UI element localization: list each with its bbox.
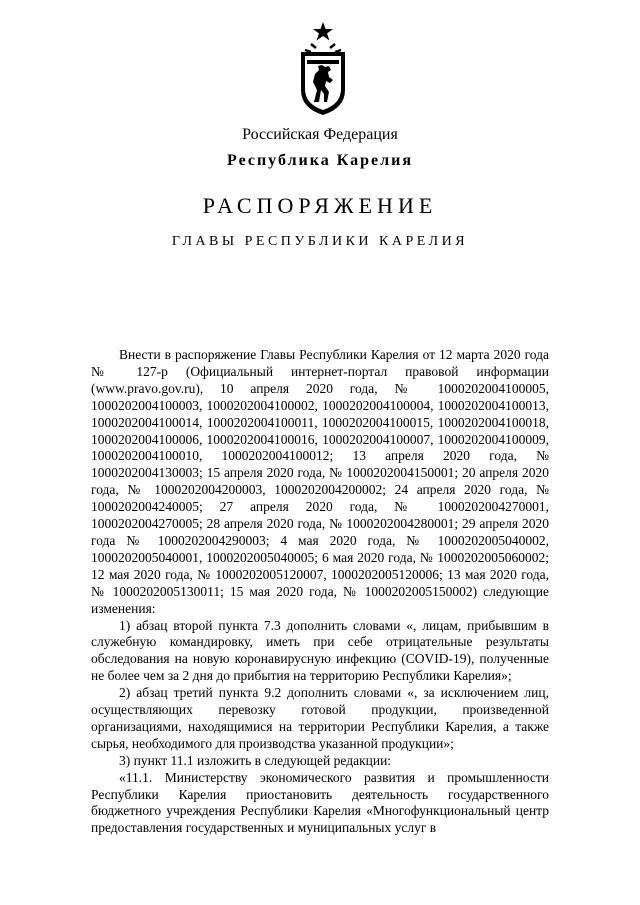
karelia-coat-of-arms-icon bbox=[298, 20, 348, 116]
body-paragraph-item-2: 2) абзац третий пункта 9.2 дополнить словами «, за исключением лиц, осуществляющих перевозку готовой продукции, произведенной организациями, находящимися на территории Республики Карелия, а также сырья, необходимого для производства указанной продукции»; bbox=[91, 685, 549, 751]
body-paragraph-item-3: 3) пункт 11.1 изложить в следующей редакции: bbox=[119, 752, 392, 768]
republic-title: Республика Карелия bbox=[227, 152, 413, 169]
federation-title: Российская Федерация bbox=[242, 126, 398, 143]
body-paragraph-item-1: 1) абзац второй пункта 7.3 дополнить словами «, лицам, прибывшим в служебную командировку, иметь при себе отрицательные результаты обследования на новую коронавирусную инфекцию (COVID-19), полученные не более чем за 2 дня до прибытия на территорию Республики Карелия»; bbox=[91, 617, 549, 684]
coat-of-arms-emblem bbox=[298, 20, 348, 116]
document-issuer-title: ГЛАВЫ РЕСПУБЛИКИ КАРЕЛИЯ bbox=[171, 234, 469, 249]
document-body bbox=[91, 347, 549, 837]
body-paragraph-quote: «11.1. Министерству экономического развития и промышленности Республики Карелия приостановить деятельность государственного бюджетного учреждения Республики Карелия «Многофункциональный центр предоставления государственных и муниципальных услуг в bbox=[91, 769, 549, 836]
document-type-title: РАСПОРЯЖЕНИЕ bbox=[202, 193, 438, 218]
body-paragraph-intro: Внести в распоряжение Главы Республики Карелия от 12 марта 2020 года № 127-р (Официальный интернет-портал правовой информации (www.pravo.gov.ru), 10 апреля 2020 года, № 1000202004100005, 1000202004100003, 1000202004100002, 1000202004100004, 1000202004100013, 1000202004100014, 1000202004100011, 1000202004100015, 1000202004100018, 1000202004100006, 1000202004100016, 1000202004100007, 1000202004100009, 1000202004100010, 1000202004100012; 13 апреля 2020 года, № 1000202004130003; 15 апреля 2020 года, № 1000202004150001; 20 апреля 2020 года, № 1000202004200003, 1000202004200002; 24 апреля 2020 года, № 1000202004240005; 27 апреля 2020 года, № 1000202004270001, 1000202004270005; 28 апреля 2020 года, № 1000202004280001; 29 апреля 2020 года № 1000202004290003; 4 мая 2020 года, № 1000202005040002, 1000202005040001, 1000202005040005; 6 мая 2020 года, № 1000202005060002; 12 мая 2020 года, № 1000202005120007, 1000202005120006; 13 мая 2020 года, № 1000202005130011; 15 мая 2020 года, № 1000202005150002) следующие изменения: bbox=[91, 347, 549, 616]
